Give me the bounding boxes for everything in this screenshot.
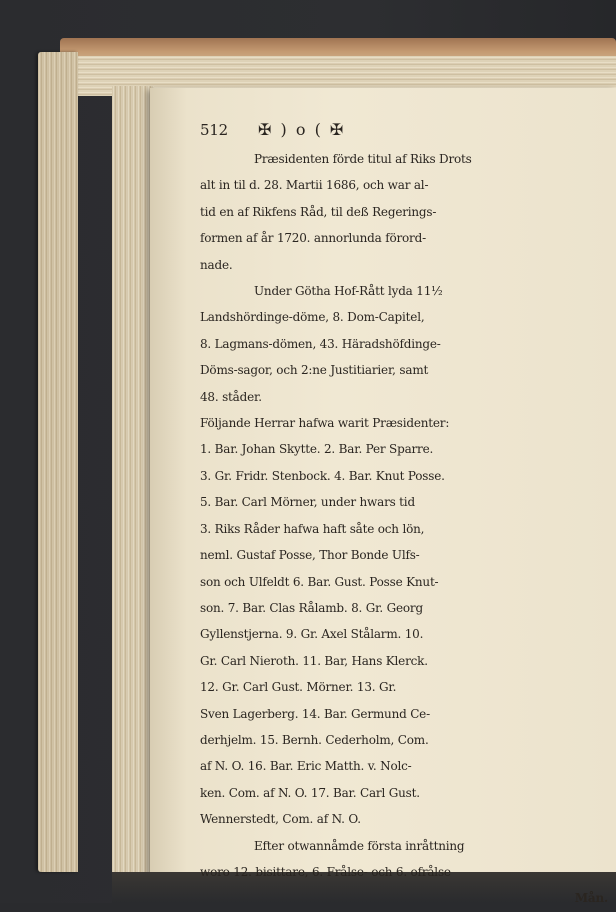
text-line: nade. <box>200 257 233 272</box>
text-line: Gr. Carl Nieroth. 11. Bar, Hans Klerck. <box>200 653 428 668</box>
page-number: 512 <box>200 120 229 139</box>
text-line: neml. Gustaf Posse, Thor Bonde Ulfs- <box>200 548 420 563</box>
page-edges-left <box>38 52 78 872</box>
text-line: woro 12. bisittare, 6. Frålse- och 6. ofrålse <box>200 864 451 879</box>
text-line: son. 7. Bar. Clas Rålamb. 8. Gr. Georg <box>200 600 423 615</box>
text-line: alt in til d. 28. Martii 1686, och war al- <box>200 178 429 193</box>
text-line: 3. Gr. Fridr. Stenbock. 4. Bar. Knut Posse. <box>200 468 445 483</box>
running-header <box>200 118 616 142</box>
text-line: 48. ståder. <box>200 389 262 404</box>
text-line: Præsidenten förde titul af Riks Drots <box>254 152 472 166</box>
text-line: 5. Bar. Carl Mörner, under hwars tid <box>200 495 415 510</box>
text-line: tid en af Rikfens Råd, til deß Regerings- <box>200 204 437 219</box>
page-text-block <box>200 118 616 912</box>
text-line: Gyllenstjerna. 9. Gr. Axel Stålarm. 10. <box>200 627 424 642</box>
text-line: son och Ulfeldt 6. Bar. Gust. Posse Knut- <box>200 574 439 589</box>
text-line: Wennerstedt, Com. af N. O. <box>200 812 361 827</box>
text-line: Sven Lagerberg. 14. Bar. Germund Ce- <box>200 706 430 721</box>
text-line: Efter otwannåmde första inråttning <box>254 838 465 853</box>
text-line: Följande Herrar hafwa warit Præsidenter: <box>200 416 450 431</box>
text-line: derhjelm. 15. Bernh. Cederholm, Com. <box>200 732 429 747</box>
text-line: Döms-sagor, och 2:ne Justitiarier, samt <box>200 363 429 378</box>
text-line: 8. Lagmans-dömen, 43. Häradshöfdinge- <box>200 336 441 351</box>
text-line: ken. Com. af N. O. 17. Bar. Carl Gust. <box>200 785 420 800</box>
text-line: 1. Bar. Johan Skytte. 2. Bar. Per Sparre. <box>200 442 434 457</box>
page-edges-inner <box>112 86 154 878</box>
text-line: 3. Riks Råder hafwa haft såte och lön, <box>200 521 425 536</box>
catchword: Mån. <box>574 891 608 906</box>
header-ornament: ✠ ) o ( ✠ <box>258 119 346 139</box>
text-line: formen af år 1720. annorlunda förord- <box>200 231 426 246</box>
text-line: 12. Gr. Carl Gust. Mörner. 13. Gr. <box>200 680 397 695</box>
text-line: af N. O. 16. Bar. Eric Matth. v. Nolc- <box>200 759 412 774</box>
text-line: Under Götha Hof-Rått lyda 11½ <box>254 284 443 299</box>
text-line: Landshördinge-döme, 8. Dom-Capitel, <box>200 310 425 325</box>
